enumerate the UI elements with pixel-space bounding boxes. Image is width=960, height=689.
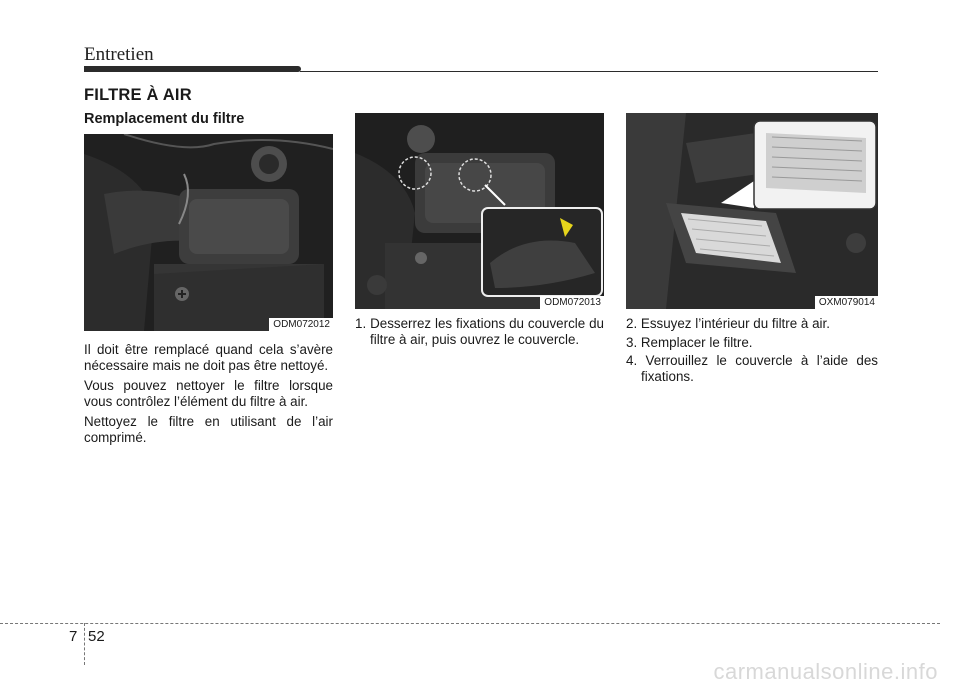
column1-text <box>84 342 333 450</box>
figure-air-filter-housing <box>84 134 333 331</box>
section-title: Entretien <box>84 44 154 65</box>
page-subheading: Remplacement du filtre <box>84 111 245 127</box>
step-item: 1. Desserrez les fixations du couvercle du filtre à air, puis ouvrez le couvercle. <box>355 316 604 347</box>
page-number: 52 <box>88 628 105 645</box>
paragraph: Nettoyez le filtre en utilisant de l’air comprimé. <box>84 414 333 445</box>
figure-code: OXM079014 <box>815 296 878 309</box>
figure-loosen-clips <box>355 113 604 309</box>
paragraph: Vous pouvez nettoyer le filtre lorsque vous contrôlez l’élément du filtre à air. <box>84 378 333 409</box>
footer-page-separator <box>84 623 85 665</box>
watermark: carmanualsonline.info <box>713 659 938 684</box>
column3-steps <box>626 316 878 387</box>
figure-code: ODM072012 <box>269 318 333 331</box>
paragraph: Il doit être remplacé quand cela s’avère nécessaire mais ne doit pas être nettoyé. <box>84 342 333 373</box>
clip-detail-image <box>355 113 604 309</box>
engine-bay-image <box>84 134 333 331</box>
step-item: 3. Remplacer le filtre. <box>626 334 753 350</box>
figure-code: ODM072013 <box>540 296 604 309</box>
column2-steps <box>355 316 604 350</box>
figure-filter-element <box>626 113 878 309</box>
chapter-number: 7 <box>69 628 78 645</box>
header-rule-thick <box>84 66 301 72</box>
page-heading: FILTRE À AIR <box>84 86 192 104</box>
filter-element-image <box>626 113 878 309</box>
header-rule-thin <box>300 71 878 72</box>
step-item: 2. Essuyez l’intérieur du filtre à air. <box>626 316 830 331</box>
footer-divider <box>0 623 940 624</box>
step-item: 4. Verrouillez le couvercle à l’aide des fixations. <box>626 353 878 384</box>
